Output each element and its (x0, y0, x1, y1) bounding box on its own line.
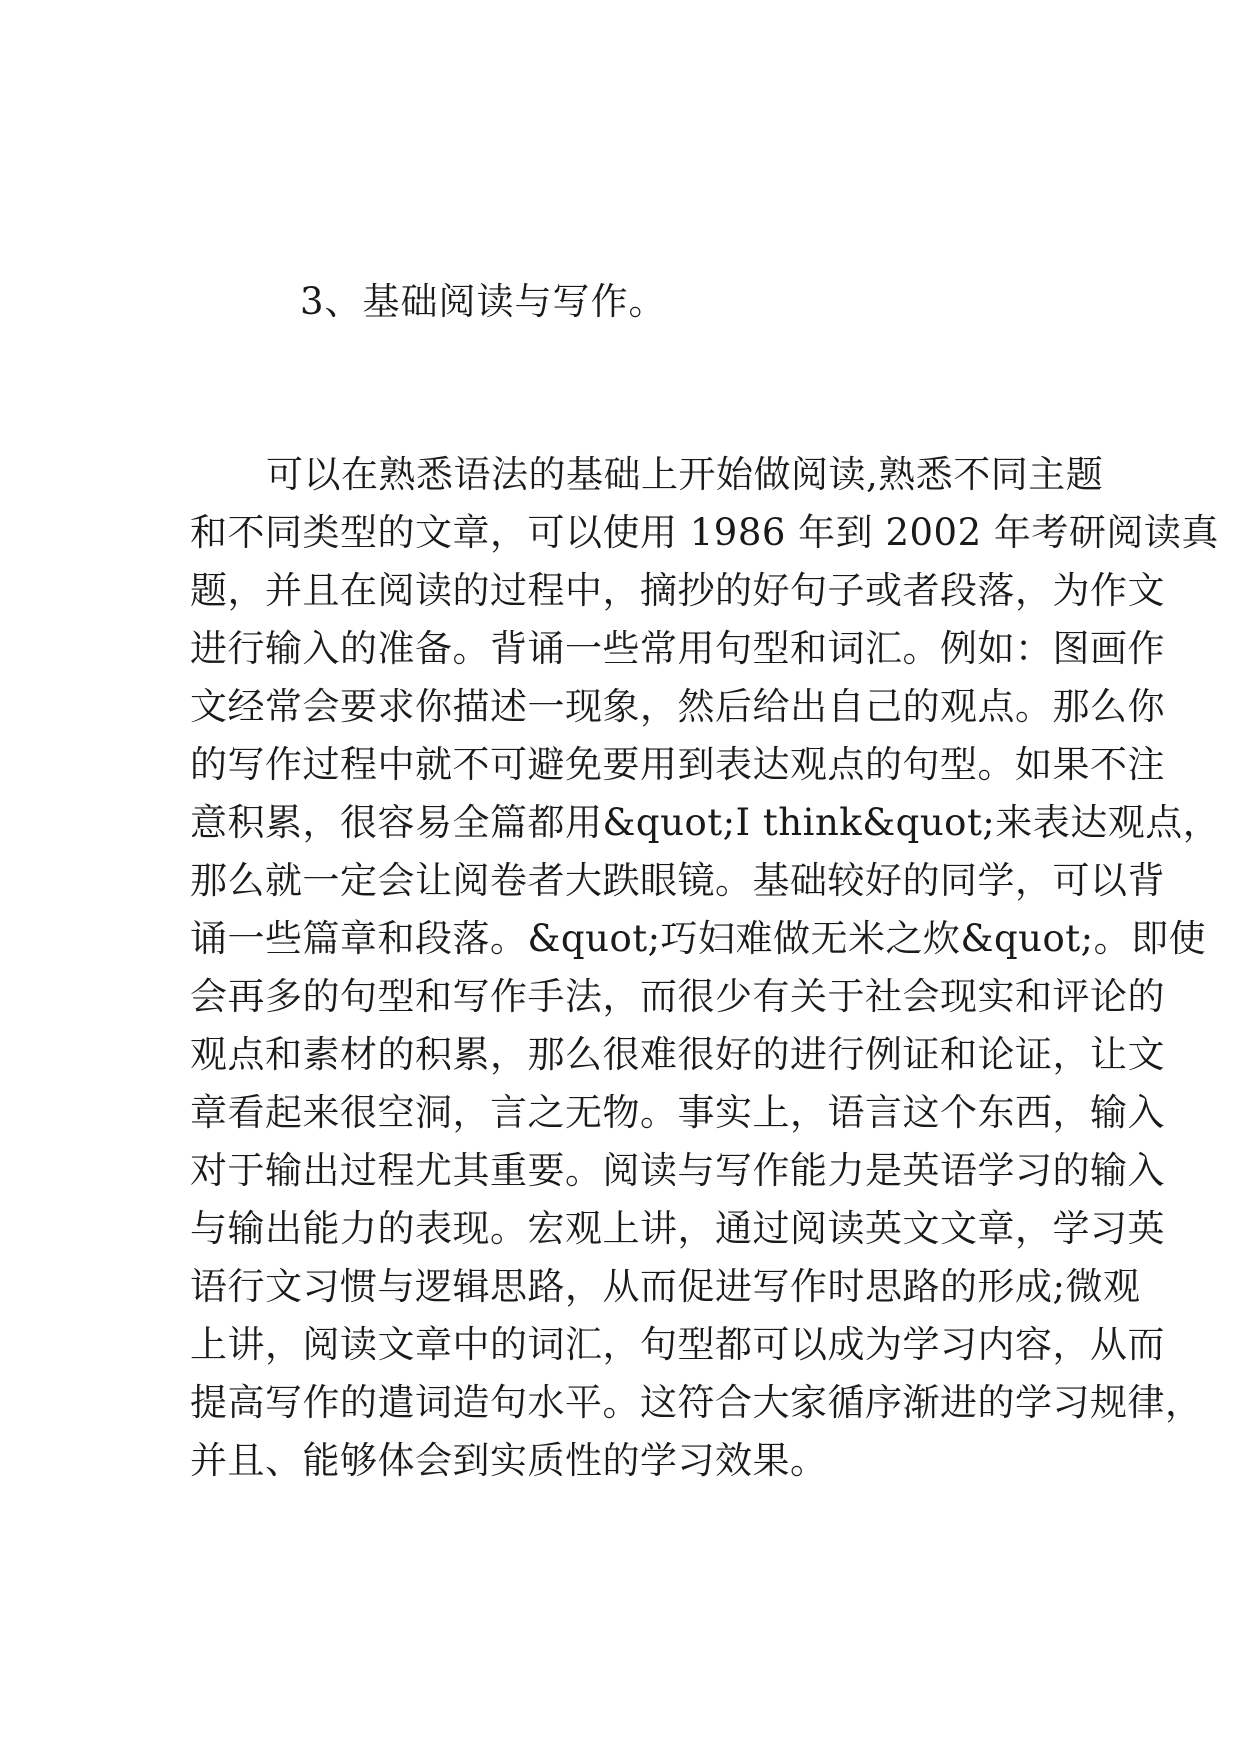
section-heading: 3、基础阅读与写作。 (300, 280, 667, 323)
body-paragraph (190, 446, 1221, 1490)
paragraph-line: 那么就一定会让阅卷者大跌眼镜。基础较好的同学，可以背 (190, 859, 1165, 902)
paragraph-line: 文经常会要求你描述一现象，然后给出自己的观点。那么你 (190, 685, 1165, 728)
paragraph-line: 会再多的句型和写作手法，而很少有关于社会现实和评论的 (190, 975, 1165, 1018)
paragraph-line: 提高写作的遣词造句水平。这符合大家循序渐进的学习规律， (190, 1381, 1203, 1424)
paragraph-line: 题，并且在阅读的过程中，摘抄的好句子或者段落，为作文 (190, 569, 1165, 612)
paragraph-line: 的写作过程中就不可避免要用到表达观点的句型。如果不注 (190, 743, 1165, 786)
paragraph-line: 上讲，阅读文章中的词汇，句型都可以成为学习内容，从而 (190, 1323, 1165, 1366)
paragraph-line: 章看起来很空洞，言之无物。事实上，语言这个东西，输入 (190, 1091, 1165, 1134)
paragraph-line: 意积累，很容易全篇都用&quot;I think&quot;来表达观点， (190, 801, 1221, 844)
paragraph-line: 和不同类型的文章，可以使用 1986 年到 2002 年考研阅读真 (190, 511, 1219, 554)
paragraph-line: 对于输出过程尤其重要。阅读与写作能力是英语学习的输入 (190, 1149, 1165, 1192)
paragraph-line: 进行输入的准备。背诵一些常用句型和词汇。例如：图画作 (190, 627, 1165, 670)
paragraph-line: 观点和素材的积累，那么很难很好的进行例证和论证，让文 (190, 1033, 1165, 1076)
paragraph-line: 并且、能够体会到实质性的学习效果。 (190, 1439, 828, 1482)
paragraph-line: 与输出能力的表现。宏观上讲，通过阅读英文文章，学习英 (190, 1207, 1165, 1250)
paragraph-line: 可以在熟悉语法的基础上开始做阅读,熟悉不同主题 (266, 453, 1104, 496)
paragraph-line: 诵一些篇章和段落。&quot;巧妇难做无米之炊&quot;。即使 (190, 917, 1207, 960)
paragraph-line: 语行文习惯与逻辑思路，从而促进写作时思路的形成;微观 (190, 1265, 1141, 1308)
